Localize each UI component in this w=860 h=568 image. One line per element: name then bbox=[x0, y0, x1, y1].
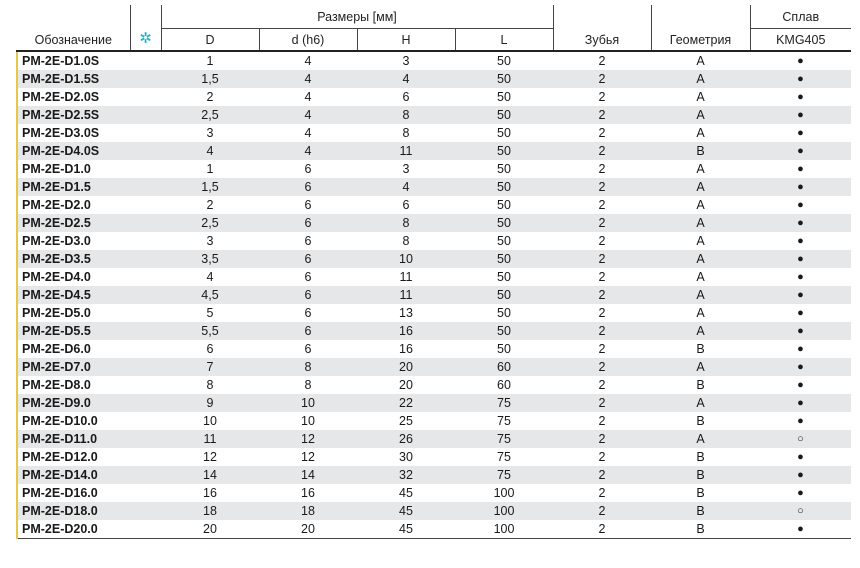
cell-D: 5 bbox=[206, 306, 214, 320]
cell-alloy-availability: ● bbox=[797, 415, 804, 427]
cell-star bbox=[130, 304, 161, 322]
cell-geometry: A bbox=[651, 358, 750, 376]
cell-star bbox=[130, 268, 161, 286]
cell-designation: PM-2E-D3.0 bbox=[17, 232, 130, 250]
cell-H: 4 bbox=[357, 70, 455, 88]
cell-teeth: 2 bbox=[553, 214, 651, 232]
cell-d-h6: 8 bbox=[304, 378, 312, 392]
cell-star bbox=[130, 430, 161, 448]
cell-L: 75 bbox=[455, 394, 553, 412]
cell-H: 26 bbox=[357, 430, 455, 448]
cell-H: 20 bbox=[357, 358, 455, 376]
cell-d-h6: 6 bbox=[259, 286, 357, 304]
cell-designation: PM-2E-D7.0 bbox=[17, 358, 130, 376]
cell-L: 50 bbox=[455, 106, 553, 124]
cell-geometry: A bbox=[696, 306, 705, 320]
cell-alloy-availability: ● bbox=[797, 199, 804, 211]
cell-designation: PM-2E-D5.0 bbox=[17, 304, 130, 322]
cell-alloy-availability: ● bbox=[797, 163, 804, 175]
cell-alloy-availability: ● bbox=[750, 322, 851, 340]
cell-teeth: 2 bbox=[598, 90, 606, 104]
cell-d-h6: 20 bbox=[259, 520, 357, 539]
cell-teeth: 2 bbox=[598, 378, 606, 392]
table-row bbox=[17, 250, 851, 268]
cell-geometry: B bbox=[651, 502, 750, 520]
cell-D: 2 bbox=[206, 198, 214, 212]
cell-alloy-availability: ● bbox=[750, 250, 851, 268]
cell-L: 100 bbox=[493, 486, 515, 500]
cell-teeth: 2 bbox=[553, 430, 651, 448]
cell-H: 22 bbox=[357, 394, 455, 412]
cell-H: 10 bbox=[357, 250, 455, 268]
cell-L: 100 bbox=[455, 502, 553, 520]
cell-teeth: 2 bbox=[598, 486, 606, 500]
cell-L: 50 bbox=[455, 322, 553, 340]
cell-H: 32 bbox=[357, 466, 455, 484]
cell-star bbox=[130, 286, 161, 304]
cell-designation: PM-2E-D4.5 bbox=[17, 286, 130, 304]
cell-alloy-availability: ○ bbox=[750, 430, 851, 448]
header-designation: Обозначение bbox=[17, 5, 130, 51]
cell-geometry: B bbox=[696, 486, 705, 500]
cell-teeth: 2 bbox=[598, 198, 606, 212]
cell-star bbox=[130, 520, 161, 539]
table-row bbox=[17, 196, 851, 214]
cell-star bbox=[130, 250, 161, 268]
cell-geometry: A bbox=[651, 250, 750, 268]
cell-geometry: B bbox=[696, 342, 705, 356]
cell-geometry: A bbox=[651, 430, 750, 448]
cell-D: 1,5 bbox=[161, 178, 259, 196]
cell-d-h6: 6 bbox=[259, 322, 357, 340]
cell-designation: PM-2E-D2.0S bbox=[17, 88, 130, 106]
cell-d-h6: 18 bbox=[259, 502, 357, 520]
cell-D: 1 bbox=[206, 54, 214, 68]
cell-geometry: B bbox=[696, 414, 705, 428]
cell-alloy-availability: ● bbox=[750, 178, 851, 196]
cell-alloy-availability: ● bbox=[797, 127, 804, 139]
cell-L: 60 bbox=[497, 378, 511, 392]
cell-star bbox=[130, 196, 161, 214]
cell-designation: PM-2E-D1.5 bbox=[17, 178, 130, 196]
cell-geometry: A bbox=[651, 178, 750, 196]
cell-star bbox=[130, 448, 161, 466]
cell-geometry: B bbox=[651, 520, 750, 539]
header-col-D: D bbox=[161, 29, 259, 52]
cell-D: 20 bbox=[161, 520, 259, 539]
cell-d-h6: 4 bbox=[304, 126, 312, 140]
cell-H: 3 bbox=[402, 54, 410, 68]
cell-d-h6: 6 bbox=[259, 178, 357, 196]
table-row bbox=[17, 214, 851, 232]
cell-alloy-availability: ● bbox=[797, 487, 804, 499]
cell-teeth: 2 bbox=[598, 342, 606, 356]
cell-teeth: 2 bbox=[553, 106, 651, 124]
cell-d-h6: 6 bbox=[304, 198, 312, 212]
cell-star bbox=[130, 178, 161, 196]
cell-alloy-availability: ● bbox=[750, 70, 851, 88]
cell-star bbox=[130, 394, 161, 412]
cell-alloy-availability: ● bbox=[750, 106, 851, 124]
cell-d-h6: 6 bbox=[259, 214, 357, 232]
cell-L: 50 bbox=[455, 178, 553, 196]
cell-D: 4 bbox=[161, 142, 259, 160]
cell-H: 20 bbox=[399, 378, 413, 392]
cell-alloy-availability: ● bbox=[797, 451, 804, 463]
cell-designation: PM-2E-D18.0 bbox=[17, 502, 130, 520]
cell-d-h6: 4 bbox=[259, 70, 357, 88]
cell-alloy-availability: ● bbox=[750, 520, 851, 539]
table-row bbox=[17, 484, 851, 502]
table-row bbox=[17, 178, 851, 196]
table-row bbox=[17, 124, 851, 142]
cell-geometry: A bbox=[651, 322, 750, 340]
cell-alloy-availability: ● bbox=[797, 271, 804, 283]
cell-alloy-availability: ● bbox=[797, 91, 804, 103]
cell-star bbox=[130, 124, 161, 142]
cell-geometry: B bbox=[651, 466, 750, 484]
cell-designation: PM-2E-D2.5 bbox=[17, 214, 130, 232]
cell-star bbox=[130, 70, 161, 88]
product-spec-table-container bbox=[16, 5, 850, 539]
cell-star bbox=[130, 322, 161, 340]
cell-D: 6 bbox=[206, 342, 214, 356]
cell-d-h6: 6 bbox=[304, 162, 312, 176]
cell-star bbox=[130, 142, 161, 160]
cell-d-h6: 6 bbox=[304, 234, 312, 248]
cell-designation: PM-2E-D1.0S bbox=[17, 51, 130, 70]
cell-designation: PM-2E-D2.5S bbox=[17, 106, 130, 124]
cell-designation: PM-2E-D5.5 bbox=[17, 322, 130, 340]
cell-H: 25 bbox=[399, 414, 413, 428]
asterisk-icon: ✲ bbox=[139, 30, 152, 47]
header-star bbox=[130, 5, 161, 51]
cell-H: 16 bbox=[357, 322, 455, 340]
cell-geometry: B bbox=[696, 378, 705, 392]
cell-designation: PM-2E-D4.0 bbox=[17, 268, 130, 286]
cell-star bbox=[130, 358, 161, 376]
cell-geometry: A bbox=[696, 234, 705, 248]
cell-H: 8 bbox=[357, 214, 455, 232]
cell-H: 8 bbox=[402, 126, 410, 140]
header-alloy-grade: KMG405 bbox=[750, 29, 851, 52]
cell-D: 10 bbox=[203, 414, 217, 428]
cell-d-h6: 4 bbox=[259, 106, 357, 124]
cell-designation: PM-2E-D8.0 bbox=[17, 376, 130, 394]
cell-H: 4 bbox=[357, 178, 455, 196]
cell-star bbox=[130, 466, 161, 484]
table-row bbox=[17, 268, 851, 286]
cell-designation: PM-2E-D16.0 bbox=[17, 484, 130, 502]
cell-L: 50 bbox=[497, 234, 511, 248]
cell-D: 5,5 bbox=[161, 322, 259, 340]
cell-H: 30 bbox=[399, 450, 413, 464]
cell-alloy-availability: ● bbox=[797, 343, 804, 355]
cell-D: 1 bbox=[206, 162, 214, 176]
cell-L: 75 bbox=[455, 430, 553, 448]
cell-geometry: A bbox=[696, 162, 705, 176]
cell-D: 11 bbox=[161, 430, 259, 448]
cell-teeth: 2 bbox=[598, 414, 606, 428]
cell-H: 8 bbox=[357, 106, 455, 124]
cell-alloy-availability: ● bbox=[750, 286, 851, 304]
cell-D: 2,5 bbox=[161, 214, 259, 232]
cell-L: 100 bbox=[455, 520, 553, 539]
cell-teeth: 2 bbox=[553, 466, 651, 484]
cell-designation: PM-2E-D1.0 bbox=[17, 160, 130, 178]
cell-alloy-availability: ● bbox=[797, 379, 804, 391]
header-geometry: Геометрия bbox=[651, 5, 750, 51]
cell-star bbox=[130, 51, 161, 70]
table-row bbox=[17, 376, 851, 394]
cell-teeth: 2 bbox=[598, 270, 606, 284]
cell-L: 50 bbox=[497, 126, 511, 140]
cell-alloy-availability: ○ bbox=[750, 502, 851, 520]
cell-H: 6 bbox=[402, 198, 410, 212]
header-col-H: H bbox=[357, 29, 455, 52]
cell-H: 13 bbox=[399, 306, 413, 320]
cell-d-h6: 6 bbox=[304, 306, 312, 320]
cell-designation: PM-2E-D4.0S bbox=[17, 142, 130, 160]
table-row bbox=[17, 412, 851, 430]
cell-D: 14 bbox=[161, 466, 259, 484]
cell-H: 6 bbox=[402, 90, 410, 104]
cell-star bbox=[130, 376, 161, 394]
cell-L: 50 bbox=[497, 90, 511, 104]
cell-H: 8 bbox=[402, 234, 410, 248]
cell-teeth: 2 bbox=[553, 502, 651, 520]
cell-d-h6: 4 bbox=[304, 90, 312, 104]
cell-teeth: 2 bbox=[598, 54, 606, 68]
header-col-L: L bbox=[455, 29, 553, 52]
cell-alloy-availability: ● bbox=[750, 142, 851, 160]
cell-L: 50 bbox=[455, 286, 553, 304]
cell-d-h6: 6 bbox=[259, 250, 357, 268]
table-row bbox=[17, 286, 851, 304]
cell-H: 45 bbox=[357, 520, 455, 539]
cell-geometry: A bbox=[651, 214, 750, 232]
cell-D: 3,5 bbox=[161, 250, 259, 268]
cell-L: 50 bbox=[497, 270, 511, 284]
cell-teeth: 2 bbox=[553, 520, 651, 539]
cell-alloy-availability: ● bbox=[797, 235, 804, 247]
cell-geometry: A bbox=[651, 286, 750, 304]
table-row bbox=[17, 106, 851, 124]
cell-teeth: 2 bbox=[553, 70, 651, 88]
cell-geometry: A bbox=[696, 126, 705, 140]
cell-D: 4,5 bbox=[161, 286, 259, 304]
table-body bbox=[17, 51, 851, 539]
cell-d-h6: 14 bbox=[259, 466, 357, 484]
cell-D: 9 bbox=[161, 394, 259, 412]
table-header bbox=[17, 5, 851, 51]
cell-d-h6: 8 bbox=[259, 358, 357, 376]
cell-designation: PM-2E-D2.0 bbox=[17, 196, 130, 214]
cell-teeth: 2 bbox=[553, 322, 651, 340]
cell-teeth: 2 bbox=[598, 126, 606, 140]
table-row bbox=[17, 322, 851, 340]
cell-teeth: 2 bbox=[553, 250, 651, 268]
cell-teeth: 2 bbox=[598, 450, 606, 464]
cell-teeth: 2 bbox=[553, 394, 651, 412]
cell-d-h6: 4 bbox=[304, 54, 312, 68]
cell-D: 1,5 bbox=[161, 70, 259, 88]
cell-teeth: 2 bbox=[598, 306, 606, 320]
cell-designation: PM-2E-D3.5 bbox=[17, 250, 130, 268]
cell-geometry: B bbox=[651, 142, 750, 160]
table-row bbox=[17, 430, 851, 448]
cell-alloy-availability: ● bbox=[797, 55, 804, 67]
cell-teeth: 2 bbox=[553, 286, 651, 304]
cell-geometry: A bbox=[651, 106, 750, 124]
cell-designation: PM-2E-D14.0 bbox=[17, 466, 130, 484]
cell-geometry: A bbox=[696, 90, 705, 104]
table-row bbox=[17, 520, 851, 539]
cell-teeth: 2 bbox=[553, 358, 651, 376]
cell-geometry: A bbox=[696, 198, 705, 212]
cell-designation: PM-2E-D3.0S bbox=[17, 124, 130, 142]
cell-H: 11 bbox=[357, 286, 455, 304]
table-row bbox=[17, 448, 851, 466]
cell-geometry: A bbox=[651, 394, 750, 412]
cell-star bbox=[130, 232, 161, 250]
cell-star bbox=[130, 214, 161, 232]
header-teeth: Зубья bbox=[553, 5, 651, 51]
cell-teeth: 2 bbox=[598, 162, 606, 176]
cell-geometry: B bbox=[696, 450, 705, 464]
cell-L: 50 bbox=[455, 70, 553, 88]
cell-designation: PM-2E-D6.0 bbox=[17, 340, 130, 358]
product-spec-table bbox=[16, 5, 851, 539]
cell-star bbox=[130, 88, 161, 106]
cell-star bbox=[130, 340, 161, 358]
cell-teeth: 2 bbox=[553, 142, 651, 160]
cell-H: 11 bbox=[399, 270, 413, 284]
cell-L: 75 bbox=[497, 414, 511, 428]
cell-D: 3 bbox=[206, 126, 214, 140]
cell-D: 2 bbox=[206, 90, 214, 104]
cell-d-h6: 6 bbox=[304, 270, 312, 284]
cell-D: 4 bbox=[206, 270, 214, 284]
cell-geometry: A bbox=[651, 70, 750, 88]
cell-alloy-availability: ● bbox=[750, 466, 851, 484]
table-row bbox=[17, 88, 851, 106]
table-row bbox=[17, 160, 851, 178]
cell-H: 11 bbox=[357, 142, 455, 160]
header-col-d-h6: d (h6) bbox=[259, 29, 357, 52]
cell-L: 75 bbox=[455, 466, 553, 484]
cell-L: 50 bbox=[497, 306, 511, 320]
cell-D: 2,5 bbox=[161, 106, 259, 124]
cell-D: 7 bbox=[161, 358, 259, 376]
table-row bbox=[17, 502, 851, 520]
cell-d-h6: 10 bbox=[259, 394, 357, 412]
cell-D: 3 bbox=[206, 234, 214, 248]
cell-H: 3 bbox=[402, 162, 410, 176]
cell-designation: PM-2E-D12.0 bbox=[17, 448, 130, 466]
cell-alloy-availability: ● bbox=[750, 394, 851, 412]
cell-L: 50 bbox=[455, 214, 553, 232]
cell-d-h6: 12 bbox=[259, 430, 357, 448]
cell-alloy-availability: ● bbox=[797, 307, 804, 319]
cell-d-h6: 4 bbox=[259, 142, 357, 160]
cell-star bbox=[130, 106, 161, 124]
cell-L: 50 bbox=[455, 142, 553, 160]
table-row bbox=[17, 70, 851, 88]
cell-geometry: A bbox=[696, 54, 705, 68]
cell-L: 50 bbox=[497, 54, 511, 68]
cell-designation: PM-2E-D11.0 bbox=[17, 430, 130, 448]
table-row bbox=[17, 340, 851, 358]
table-row bbox=[17, 51, 851, 70]
table-row bbox=[17, 304, 851, 322]
cell-L: 50 bbox=[497, 342, 511, 356]
cell-star bbox=[130, 412, 161, 430]
table-row bbox=[17, 358, 851, 376]
cell-designation: PM-2E-D10.0 bbox=[17, 412, 130, 430]
cell-L: 50 bbox=[497, 162, 511, 176]
table-row bbox=[17, 142, 851, 160]
cell-designation: PM-2E-D20.0 bbox=[17, 520, 130, 539]
cell-designation: PM-2E-D9.0 bbox=[17, 394, 130, 412]
cell-star bbox=[130, 502, 161, 520]
cell-teeth: 2 bbox=[553, 178, 651, 196]
cell-star bbox=[130, 160, 161, 178]
cell-D: 8 bbox=[206, 378, 214, 392]
cell-L: 75 bbox=[497, 450, 511, 464]
cell-d-h6: 12 bbox=[301, 450, 315, 464]
cell-star bbox=[130, 484, 161, 502]
table-row bbox=[17, 232, 851, 250]
cell-alloy-availability: ● bbox=[750, 214, 851, 232]
header-dimensions-group: Размеры [мм] bbox=[161, 5, 553, 29]
cell-D: 16 bbox=[203, 486, 217, 500]
header-alloy-group: Сплав bbox=[750, 5, 851, 29]
cell-d-h6: 10 bbox=[301, 414, 315, 428]
table-row bbox=[17, 466, 851, 484]
cell-L: 50 bbox=[455, 250, 553, 268]
cell-D: 18 bbox=[161, 502, 259, 520]
cell-H: 45 bbox=[357, 502, 455, 520]
cell-L: 60 bbox=[455, 358, 553, 376]
cell-designation: PM-2E-D1.5S bbox=[17, 70, 130, 88]
cell-teeth: 2 bbox=[598, 234, 606, 248]
cell-alloy-availability: ● bbox=[750, 358, 851, 376]
cell-L: 50 bbox=[497, 198, 511, 212]
cell-d-h6: 16 bbox=[301, 486, 315, 500]
cell-H: 16 bbox=[399, 342, 413, 356]
table-row bbox=[17, 394, 851, 412]
cell-d-h6: 6 bbox=[304, 342, 312, 356]
cell-D: 12 bbox=[203, 450, 217, 464]
cell-H: 45 bbox=[399, 486, 413, 500]
cell-geometry: A bbox=[696, 270, 705, 284]
